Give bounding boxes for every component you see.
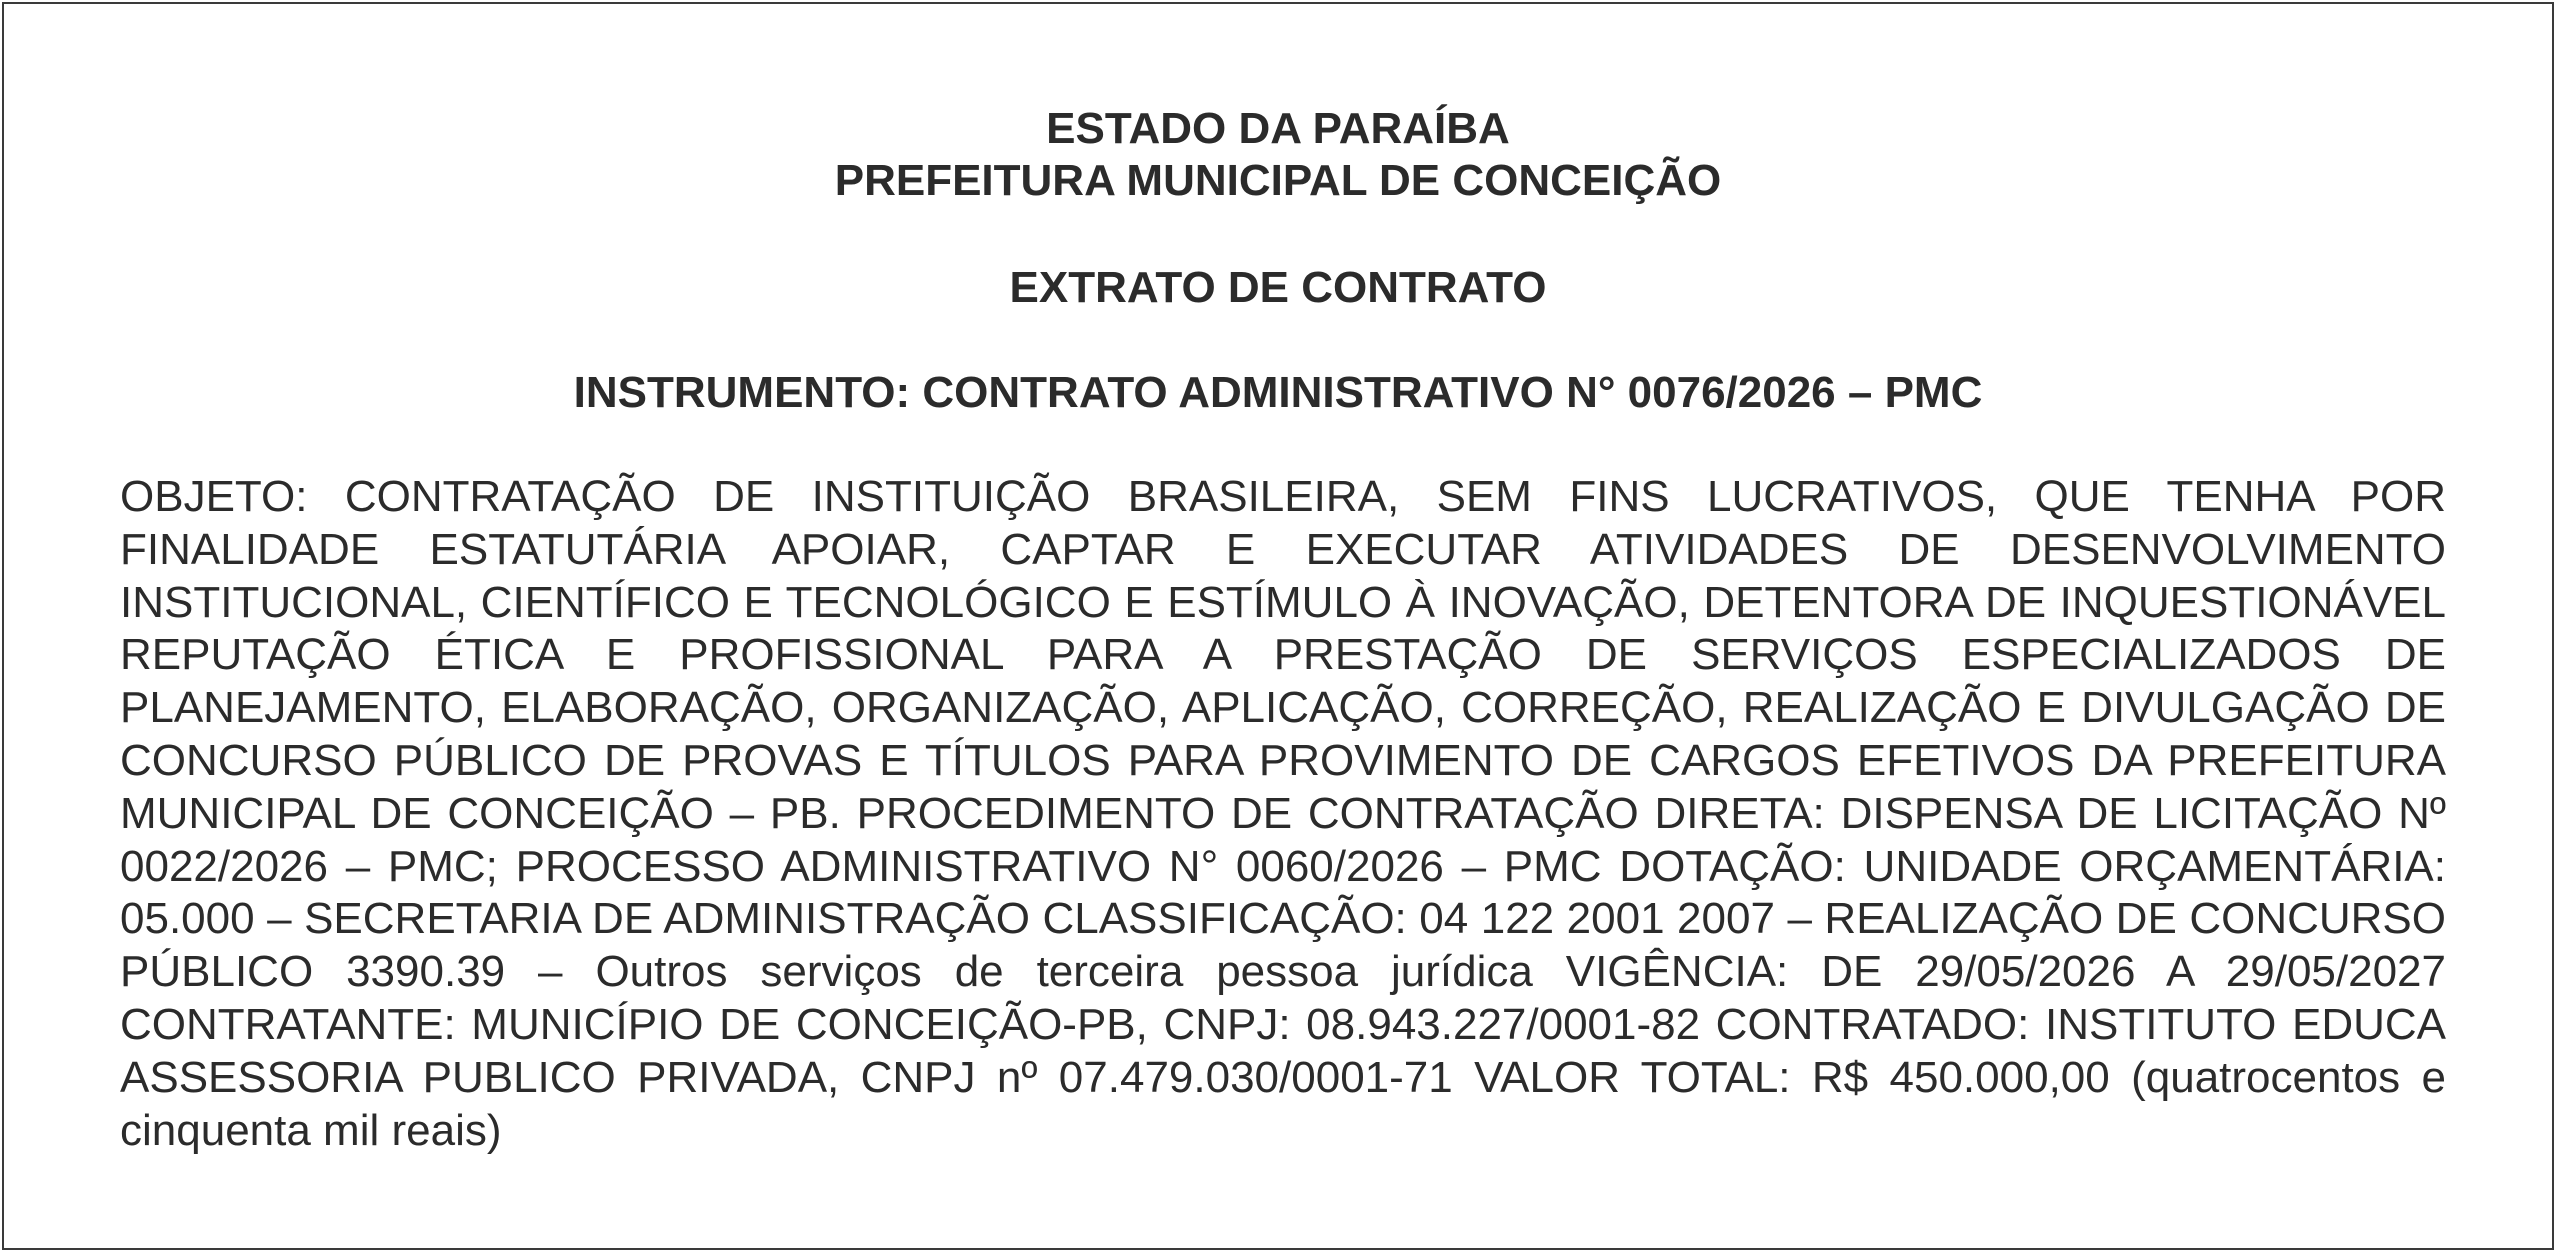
municipality-heading: PREFEITURA MUNICIPAL DE CONCEIÇÃO xyxy=(834,156,1722,205)
document-title: EXTRATO DE CONTRATO xyxy=(1009,263,1547,312)
state-heading: ESTADO DA PARAÍBA xyxy=(1046,104,1510,153)
document-frame xyxy=(2,2,2554,1250)
instrument-heading: INSTRUMENTO: CONTRATO ADMINISTRATIVO N° 0076/2026 – PMC xyxy=(573,368,1983,417)
contract-body-text: OBJETO: CONTRATAÇÃO DE INSTITUIÇÃO BRASILEIRA, SEM FINS LUCRATIVOS, QUE TENHA POR FINALIDADE ESTATUTÁRIA APOIAR, CAPTAR E EXECUTAR ATIVIDADES DE DESENVOLVIMENTO INSTITUCIONAL, CIENTÍFICO E TECNOLÓGICO E ESTÍMULO À INOVAÇÃO, DETENTORA DE INQUESTIONÁVEL REPUTAÇÃO ÉTICA E PROFISSIONAL PARA A PRESTAÇÃO DE SERVIÇOS ESPECIALIZADOS DE PLANEJAMENTO, ELABORAÇÃO, ORGANIZAÇÃO, APLICAÇÃO, CORREÇÃO, REALIZAÇÃO E DIVULGAÇÃO DE CONCURSO PÚBLICO DE PROVAS E TÍTULOS PARA PROVIMENTO DE CARGOS EFETIVOS DA PREFEITURA MUNICIPAL DE CONCEIÇÃO – PB. PROCEDIMENTO DE CONTRATAÇÃO DIRETA: DISPENSA DE LICITAÇÃO Nº 0022/2026 – PMC; PROCESSO ADMINISTRATIVO N° 0060/2026 – PMC DOTAÇÃO: UNIDADE ORÇAMENTÁRIA: 05.000 – SECRETARIA DE ADMINISTRAÇÃO CLASSIFICAÇÃO: 04 122 2001 2007 – REALIZAÇÃO DE CONCURSO PÚBLICO 3390.39 – Outros serviços de terceira pessoa jurídica VIGÊNCIA: DE 29/05/2026 A 29/05/2027 CONTRATANTE: MUNICÍPIO DE CONCEIÇÃO-PB, CNPJ: 08.943.227/0001-82 CONTRATADO: INSTITUTO EDUCA ASSESSORIA PUBLICO PRIVADA, CNPJ nº 07.479.030/0001-71 VALOR TOTAL: R$ 450.000,00 (quatrocentos e cinquenta mil reais) xyxy=(120,472,2446,1155)
